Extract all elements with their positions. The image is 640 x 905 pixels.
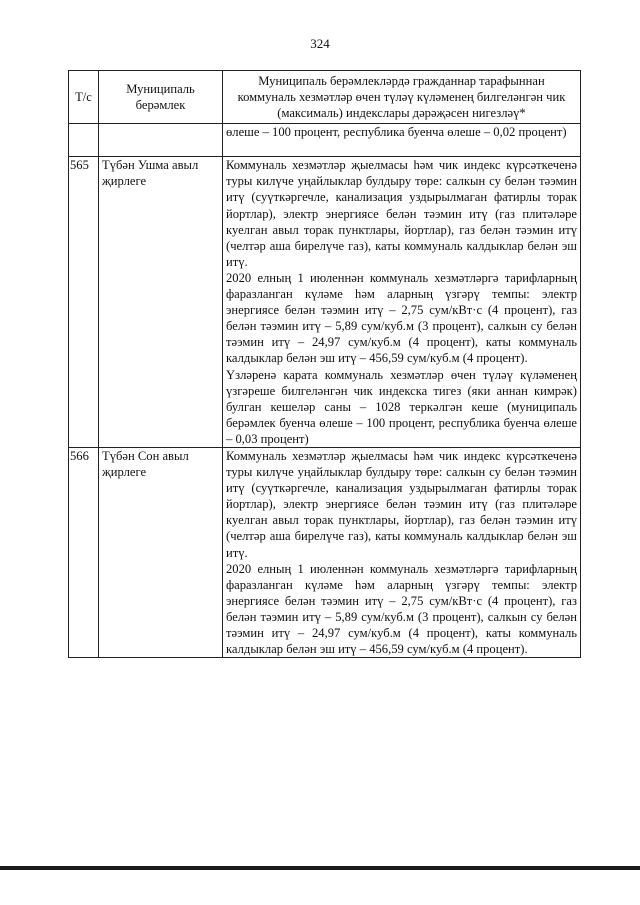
empty-cell (99, 124, 223, 157)
index-description (223, 447, 581, 657)
page-number: 324 (310, 36, 330, 51)
bottom-border-line (0, 866, 640, 870)
table-header-row (69, 71, 581, 124)
table-row (69, 447, 581, 657)
tariffs-paragraph: 2020 елның 1 июленнән коммуналь хезмәтләргә тарифларның фаразланган күләме һәм аларның үзгәрү темпы: электр энергиясе белән тәэмин итү – 2,75 сум/кВт·с (4 процент), газ белән тәэмин итү – 5,89 сум/куб.м (3 процент), салкын су белән тәэмин итү – 24,97 сум/куб.м (4 процент), каты коммуналь калдыклар белән эш итү – 456,59 сум/куб.м (4 процент). (226, 561, 577, 657)
tariff-table (68, 70, 581, 658)
empty-cell (69, 124, 99, 157)
header-index: Муниципаль берәмлекләрдә гражданнар тарафыннан коммуналь хезмәтләр өчен түләү күләменең билгеләнгән чик (максималь) индекслары дәрәҗәсен нигезләү* (223, 71, 581, 124)
row-number: 565 (69, 157, 99, 448)
table-row-continued (69, 124, 581, 157)
tariffs-paragraph: 2020 елның 1 июленнән коммуналь хезмәтләргә тарифларның фаразланган күләме һәм аларның үзгәрү темпы: электр энергиясе белән тәэмин итү – 2,75 сум/кВт·с (4 процент), газ белән тәэмин итү – 5,89 сум/куб.м (3 процент), салкын су белән тәэмин итү – 24,97 сум/куб.м (4 процент), каты коммуналь калдыклар белән эш итү – 456,59 сум/куб.м (4 процент). (226, 270, 577, 366)
header-municipality: Муниципаль берәмлек (99, 71, 223, 124)
amenities-paragraph: Коммуналь хезмәтләр җыелмасы һәм чик индекс күрсәткеченә туры килүче уңайлыклар булдыру төре: салкын су белән тәэмин итү (суүткәргечле, канализация уздырылмаган фатирлы торак йортлар), электр энергиясе белән тәэмин итү (газ плитәләре куелган авыл торак пунктлары, йортлар), газ белән тәэмин итү (челтәр аша бирелүче газ), каты коммуналь калдыклар белән эш итү. (226, 448, 577, 560)
municipality-name: Түбән Ушма авыл җирлеге (99, 157, 223, 448)
amenities-paragraph: Коммуналь хезмәтләр җыелмасы һәм чик индекс күрсәткеченә туры килүче уңайлыклар булдыру төре: салкын су белән тәэмин итү (суүткәргечле, канализация уздырылмаган фатирлы торак йортлар), электр энергиясе белән тәэмин итү (газ плитәләре куелган авыл торак пунктлары, йортлар), газ белән тәэмин итү (челтәр аша бирелүче газ), каты коммуналь калдыклар белән эш итү. (226, 158, 577, 269)
persons-paragraph: Үзләренә карата коммуналь хезмәтләр өчен түләү күләменең үзгәреше билгеләнгән чик индекска тигез (яки аннан кимрәк) булган кешеләр саны – 1028 теркәлгән кеше (муниципаль берәмлек буенча өлеше – 100 процент, республика буенча өлеше – 0,03 процент) (226, 367, 577, 446)
municipality-name: Түбән Сон авыл җирлеге (99, 447, 223, 657)
header-num: Т/с (69, 71, 99, 124)
continued-text: өлеше – 100 процент, республика буенча өлеше – 0,02 процент) (223, 124, 581, 157)
index-description (223, 157, 581, 448)
row-number: 566 (69, 447, 99, 657)
table-row (69, 157, 581, 448)
